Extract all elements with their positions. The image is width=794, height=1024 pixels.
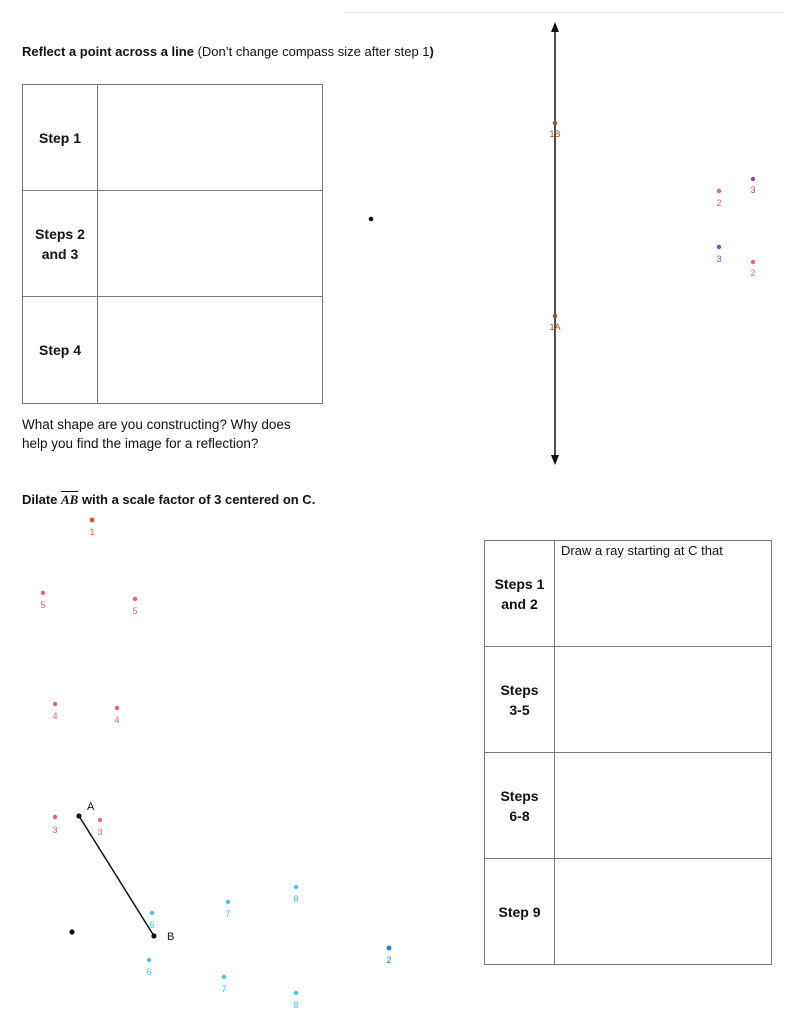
construction-mark-label: 7 — [221, 984, 227, 994]
construction-mark-label: 7 — [225, 909, 231, 919]
point-b — [151, 933, 156, 938]
dilate-step-label: Step 9 — [485, 859, 555, 965]
construction-mark — [387, 946, 392, 951]
construction-mark — [90, 518, 95, 523]
dilate-title-pre: Dilate — [22, 492, 62, 507]
construction-mark-label: 2 — [386, 955, 392, 965]
segment-ab-name: $\overline{AB}$ — [61, 492, 79, 507]
construction-mark-label: 6 — [149, 920, 155, 930]
reflect-title-close: ) — [429, 44, 434, 59]
construction-mark — [115, 706, 119, 710]
construction-mark-label: 4 — [52, 711, 58, 721]
segment-ab — [79, 816, 154, 936]
construction-mark — [294, 991, 298, 995]
point-c — [69, 929, 74, 934]
arc-mark-label: 3 — [750, 185, 756, 195]
arc-mark-label: 3 — [716, 254, 722, 264]
construction-mark-label: 3 — [97, 827, 103, 837]
reflect-question-line: What shape are you constructing? Why does — [22, 417, 291, 432]
construction-mark — [222, 975, 226, 979]
line-label-a: 1A — [549, 322, 561, 332]
reflect-step-label: Steps 2 and 3 — [23, 191, 98, 297]
construction-mark — [53, 702, 57, 706]
dilate-step-cell[interactable]: Draw a ray starting at C that — [555, 541, 772, 647]
construction-mark-label: 5 — [40, 600, 46, 610]
reflect-title-rest: (Don’t change compass size after step 1 — [193, 44, 430, 59]
construction-mark — [133, 597, 137, 601]
construction-mark — [41, 591, 45, 595]
reflect-step-label: Step 1 — [23, 85, 98, 191]
construction-mark — [150, 911, 154, 915]
point-a — [76, 813, 81, 818]
dilate-step-label: Steps 1 and 2 — [485, 541, 555, 647]
construction-mark-label: 8 — [293, 1000, 299, 1010]
construction-mark — [294, 885, 298, 889]
line-label-b: 1B — [549, 129, 561, 139]
construction-mark-label: 5 — [132, 606, 138, 616]
arc-mark-label: 2 — [716, 198, 722, 208]
reflect-title-bold: Reflect a point across a line — [22, 44, 194, 59]
dilate-step-label: Steps 3-5 — [485, 647, 555, 753]
reflect-question-line: help you find the image for a reflection? — [22, 436, 259, 451]
arc-mark-label: 2 — [750, 268, 756, 278]
construction-mark — [98, 818, 102, 822]
construction-mark-label: 3 — [52, 825, 58, 835]
construction-mark-label: 4 — [114, 715, 120, 725]
dilate-title-post: with a scale factor of 3 centered on C. — [78, 492, 316, 507]
construction-mark — [226, 900, 230, 904]
construction-mark — [147, 958, 151, 962]
point-a-label: A — [87, 801, 95, 813]
dilate-step-label: Steps 6-8 — [485, 753, 555, 859]
construction-mark-label: 8 — [293, 894, 299, 904]
point-b-label: B — [167, 931, 175, 943]
construction-mark-label: 6 — [146, 967, 152, 977]
construction-mark — [53, 815, 57, 819]
reflect-step-label: Step 4 — [23, 297, 98, 404]
construction-mark-label: 1 — [89, 527, 95, 537]
